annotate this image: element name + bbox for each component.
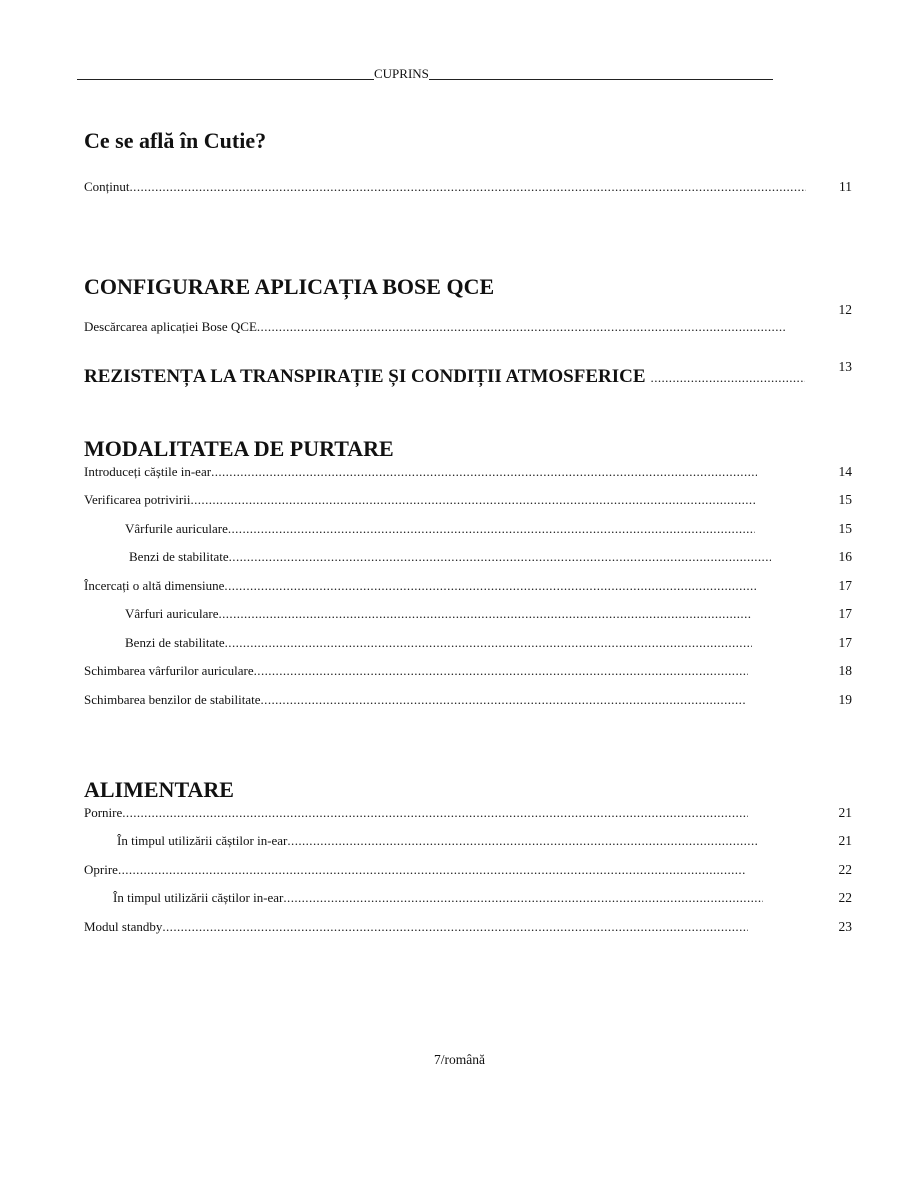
entry-label: Oprire bbox=[84, 862, 118, 877]
dot-leader bbox=[254, 663, 748, 679]
section-heading: REZISTENȚA LA TRANSPIRAȚIE ȘI CONDIȚII ATMOSFERICE bbox=[84, 366, 646, 387]
toc-entry[interactable] bbox=[84, 919, 748, 935]
toc-entry[interactable] bbox=[129, 549, 771, 565]
entry-label: Benzi de stabilitate bbox=[129, 549, 229, 564]
toc-entry[interactable] bbox=[125, 521, 755, 537]
dot-leader bbox=[225, 635, 752, 651]
dot-leader bbox=[228, 521, 755, 537]
page-number: 17 bbox=[838, 578, 852, 593]
page-number: 17 bbox=[838, 635, 852, 650]
header-title: CUPRINS bbox=[374, 66, 429, 81]
page-number: 18 bbox=[838, 663, 852, 678]
dot-leader bbox=[130, 179, 806, 195]
entry-label: În timpul utilizării căștilor in-ear bbox=[117, 833, 288, 848]
entry-label: Modul standby bbox=[84, 919, 163, 934]
page-number: 19 bbox=[838, 692, 852, 707]
page-number: 17 bbox=[838, 606, 852, 621]
section-heading: Ce se află în Cutie? bbox=[84, 128, 267, 153]
dot-leader bbox=[218, 606, 752, 622]
dot-leader bbox=[211, 464, 757, 480]
page-number: 22 bbox=[838, 890, 852, 905]
toc-entry[interactable] bbox=[113, 890, 763, 906]
entry-label: Schimbarea vârfurilor auriculare bbox=[84, 663, 254, 678]
page-number: 11 bbox=[839, 179, 852, 194]
page-footer: 7/română bbox=[434, 1052, 485, 1067]
entry-label: Vârfuri auriculare bbox=[125, 606, 219, 621]
toc-entry[interactable] bbox=[125, 635, 752, 651]
dot-leader bbox=[229, 549, 771, 565]
dot-leader bbox=[287, 833, 758, 849]
page-number: 16 bbox=[838, 549, 852, 564]
entry-label: Încercați o altă dimensiune bbox=[84, 578, 225, 593]
dot-leader bbox=[224, 578, 757, 594]
toc-heading-entry[interactable] bbox=[84, 367, 805, 386]
page-number: 13 bbox=[838, 359, 852, 374]
page-number: 15 bbox=[838, 521, 852, 536]
dot-leader bbox=[122, 805, 748, 821]
toc-entry[interactable] bbox=[84, 805, 748, 821]
entry-label: Pornire bbox=[84, 805, 123, 820]
page-number: 21 bbox=[838, 805, 852, 820]
page-number: 12 bbox=[838, 302, 852, 317]
entry-label: În timpul utilizării căștilor in-ear bbox=[113, 890, 284, 905]
entry-label: Vârfurile auriculare bbox=[125, 521, 228, 536]
dot-leader bbox=[190, 492, 757, 508]
toc-entry[interactable] bbox=[84, 464, 757, 480]
page-number: 23 bbox=[838, 919, 852, 934]
header-rule-right bbox=[429, 79, 773, 80]
toc-entry[interactable] bbox=[117, 833, 758, 849]
dot-leader bbox=[261, 692, 745, 708]
entry-label: Schimbarea benzilor de stabilitate bbox=[84, 692, 261, 707]
section-heading: ALIMENTARE bbox=[84, 777, 234, 802]
dot-leader bbox=[118, 862, 746, 878]
entry-label: Benzi de stabilitate bbox=[125, 635, 225, 650]
toc-entry[interactable] bbox=[84, 578, 757, 594]
toc-entry[interactable] bbox=[84, 319, 785, 335]
toc-entry[interactable] bbox=[84, 492, 757, 508]
section-heading: CONFIGURARE APLICAȚIA BOSE QCE bbox=[84, 274, 495, 299]
section-heading: MODALITATEA DE PURTARE bbox=[84, 436, 394, 461]
entry-label: Conținut bbox=[84, 179, 130, 194]
toc-entry[interactable] bbox=[84, 692, 745, 708]
toc-entry[interactable] bbox=[84, 663, 748, 679]
header-rule-left bbox=[77, 79, 374, 80]
toc-entry[interactable] bbox=[84, 179, 806, 195]
page-number: 15 bbox=[838, 492, 852, 507]
page-header bbox=[77, 66, 773, 82]
entry-label: Introduceți căștile in-ear bbox=[84, 464, 212, 479]
dot-leader bbox=[257, 319, 785, 335]
page-number: 21 bbox=[838, 833, 852, 848]
dot-leader bbox=[162, 919, 748, 935]
entry-label: Descărcarea aplicației Bose QCE bbox=[84, 319, 257, 334]
dot-leader bbox=[651, 370, 805, 386]
toc-entry[interactable] bbox=[125, 606, 752, 622]
entry-label: Verificarea potrivirii bbox=[84, 492, 191, 507]
dot-leader bbox=[283, 890, 763, 906]
page-number: 14 bbox=[838, 464, 852, 479]
page-number: 22 bbox=[838, 862, 852, 877]
toc-entry[interactable] bbox=[84, 862, 746, 878]
